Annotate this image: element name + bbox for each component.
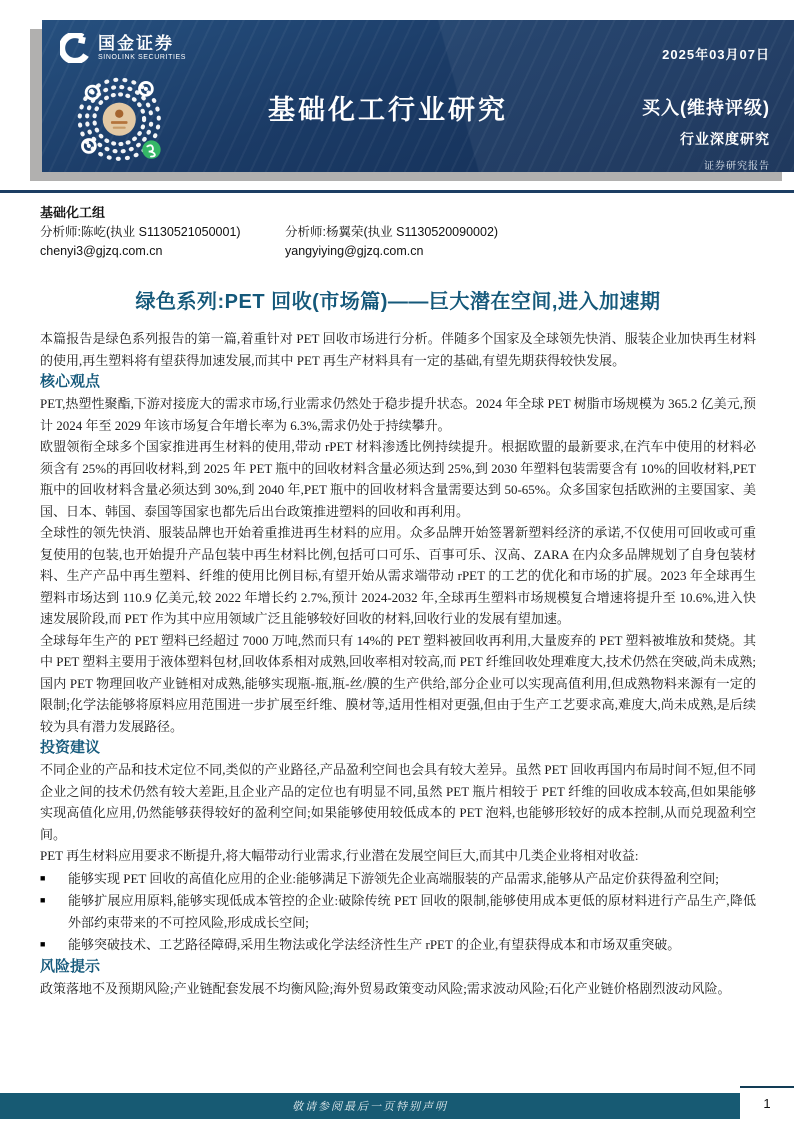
bullet-3-text: 能够突破技术、工艺路径障碍,采用生物法或化学法经济性生产 rPET 的企业,有望获得成本和市场双重突破。 [68, 937, 681, 952]
analyst-2-email: yangyiying@gjzq.com.cn [285, 244, 424, 258]
report-text [40, 328, 756, 999]
investment-paragraph-2: PET 再生材料应用要求不断提升,将大幅带动行业需求,行业潜在发展空间巨大,而其中几类企业将相对收益: [40, 848, 639, 863]
bullet-2-text: 能够扩展应用原料,能够实现低成本管控的企业:破除传统 PET 回收的限制,能够使用成本更低的原材料进行产品生产,降低外部约束带来的不可控风险,形成成长空间; [68, 893, 756, 930]
core-views-paragraph-4: 全球每年生产的 PET 塑料已经超过 7000 万吨,然而只有 14%的 PET 塑料被回收再利用,大量废弃的 PET 塑料被堆放和焚烧。其中 PET 塑料主要用于液体塑料包材,回收体系相对成熟,回收率相对较高,而 PET 纤维回收处理难度大,技术仍然在突破,尚未成熟;国内 PET 物理回收产业链相对成熟,能够实现瓶-瓶,瓶-丝/膜的生产供给,部分企业可以实现高值利用,但成熟物料来源有一定的限制;化学法能够将原料应用范围进一步扩展至纤维、膜材等,适用性相对更强,但由于生产工艺要求高,难度大,尚未成熟,是后续较为具有潜力发展路径。 [40, 632, 756, 734]
section-heading-core-views: 核心观点 [40, 373, 101, 390]
bullet-1-text: 能够实现 PET 回收的高值化应用的企业:能够满足下游领先企业高端服装的产品需求,能够从产品定价获得盈利空间; [68, 870, 719, 886]
report-series-title: 基础化工行业研究 [268, 95, 508, 125]
brand-name-cn: 国金证券 [98, 33, 174, 53]
analyst-row [40, 223, 756, 261]
analyst-2-name: 分析师:杨翼荣(执业 S1130520090002) [285, 225, 499, 239]
analyst-group-title: 基础化工组 [40, 205, 106, 220]
section-heading-risk-warning: 风险提示 [40, 957, 101, 975]
footer-disclaimer-text: 敬请参阅最后一页特别声明 [292, 1101, 448, 1113]
risk-paragraph: 政策落地不及预期风险;产业链配套发展不均衡风险;海外贸易政策变动风险;需求波动风险;石化产业链价格剧烈波动风险。 [40, 980, 731, 996]
rating-label: 买入(维持评级) [642, 98, 770, 118]
bullet-square-icon: ■ [40, 895, 46, 905]
page-number: 1 [740, 1086, 794, 1119]
brand-name-en: SINOLINK SECURITIES [98, 53, 187, 61]
page-footer [0, 1086, 794, 1119]
investment-paragraph-1: 不同企业的产品和技术定位不同,类似的产业路径,产品盈利空间也会具有较大差异。虽然 PET 回收再国内布局时间不短,但不同企业之间的技术仍然有较大差距,且企业产品的定位也有明显不同,虽然 PET 瓶片相较于 PET 纤维的回收成本较高,但如果能够实现高值化应用,仍然能够获得较好的盈利空间;如果能够使用较低成本的 PET 泡料,也能够形较好的成本控制,从而兑现盈利空间。 [40, 762, 756, 842]
footer-disclaimer-bar [0, 1093, 740, 1119]
analyst-1-email: chenyi3@gjzq.com.cn [40, 244, 163, 258]
bullet-item-1 [40, 868, 756, 890]
bullet-square-icon: ■ [40, 872, 46, 883]
core-views-paragraph-3: 全球性的领先快消、服装品牌也开始着重推进再生材料的应用。众多品牌开始签署新塑料经济的承诺,不仅使用可回收或可重复使用的包装,也开始提升产品包装中再生材料比例,包括可口可乐、百事可乐、汉高、ZARA 在内众多品牌规划了自身包装材料、生产产品中再生塑料、纤维的使用比例目标,有望开始从需求端带动 rPET 的工艺的优化和市场的扩展。2023 年全球再生塑料市场达到 110.9 亿美元,较 2022 年增长约 2.7%,预计 2024-2032 年,全球再生塑料市场规模复合增速将提升至 10.6%,进入快速发展阶段,而 PET 作为其中应用领域广泛且能够较好回收的材料,回收行业的发展有望加速。 [40, 525, 756, 626]
core-views-paragraph-2: 欧盟领衔全球多个国家推进再生材料的使用,带动 rPET 材料渗透比例持续提升。根据欧盟的最新要求,在汽车中使用的材料必须含有 25%的再回收材料,到 2025 年 PET 瓶中的回收材料含量必须达到 25%,到 2030 年塑料包装需要含有 10%的回收材料,PET 瓶中的回收材料含量必须达到 30%,到 2040 年,PET 瓶中的回收材料含量需要达到 50-65%。众多国家包括欧洲的主要国家、美国、日本、韩国、泰国等国家也都先后出台政策推进塑料的回收和再利用。 [40, 439, 756, 519]
report-main-title: 绿色系列:PET 回收(市场篇)——巨大潜在空间,进入加速期 [135, 291, 661, 313]
bullet-item-3 [40, 934, 756, 956]
report-date: 2025年03月07日 [662, 47, 770, 62]
analyst-1 [40, 223, 285, 261]
report-category-label: 证券研究报告 [704, 161, 770, 172]
analyst-1-name: 分析师:陈屹(执业 S1130521050001) [40, 225, 241, 239]
bullet-item-2 [40, 890, 756, 933]
analyst-2 [285, 223, 498, 261]
core-views-paragraph-1: PET,热塑性聚酯,下游对接庞大的需求市场,行业需求仍然处于稳步提升状态。2024 年全球 PET 树脂市场规模为 365.2 亿美元,预计 2024 年至 2029 年该市场复合年增长率为 6.3%,需求仍处于持续攀升。 [40, 396, 756, 433]
report-type-label: 行业深度研究 [680, 131, 770, 147]
report-intro: 本篇报告是绿色系列报告的第一篇,着重针对 PET 回收市场进行分析。伴随多个国家及全球领先快消、服装企业加快再生材料的使用,再生塑料将有望获得加速发展,而其中 PET 再生产材料具有一定的基础,有望先期获得较快发展。 [40, 331, 756, 368]
bullet-square-icon: ■ [40, 939, 46, 949]
section-heading-investment-advice: 投资建议 [40, 739, 101, 756]
